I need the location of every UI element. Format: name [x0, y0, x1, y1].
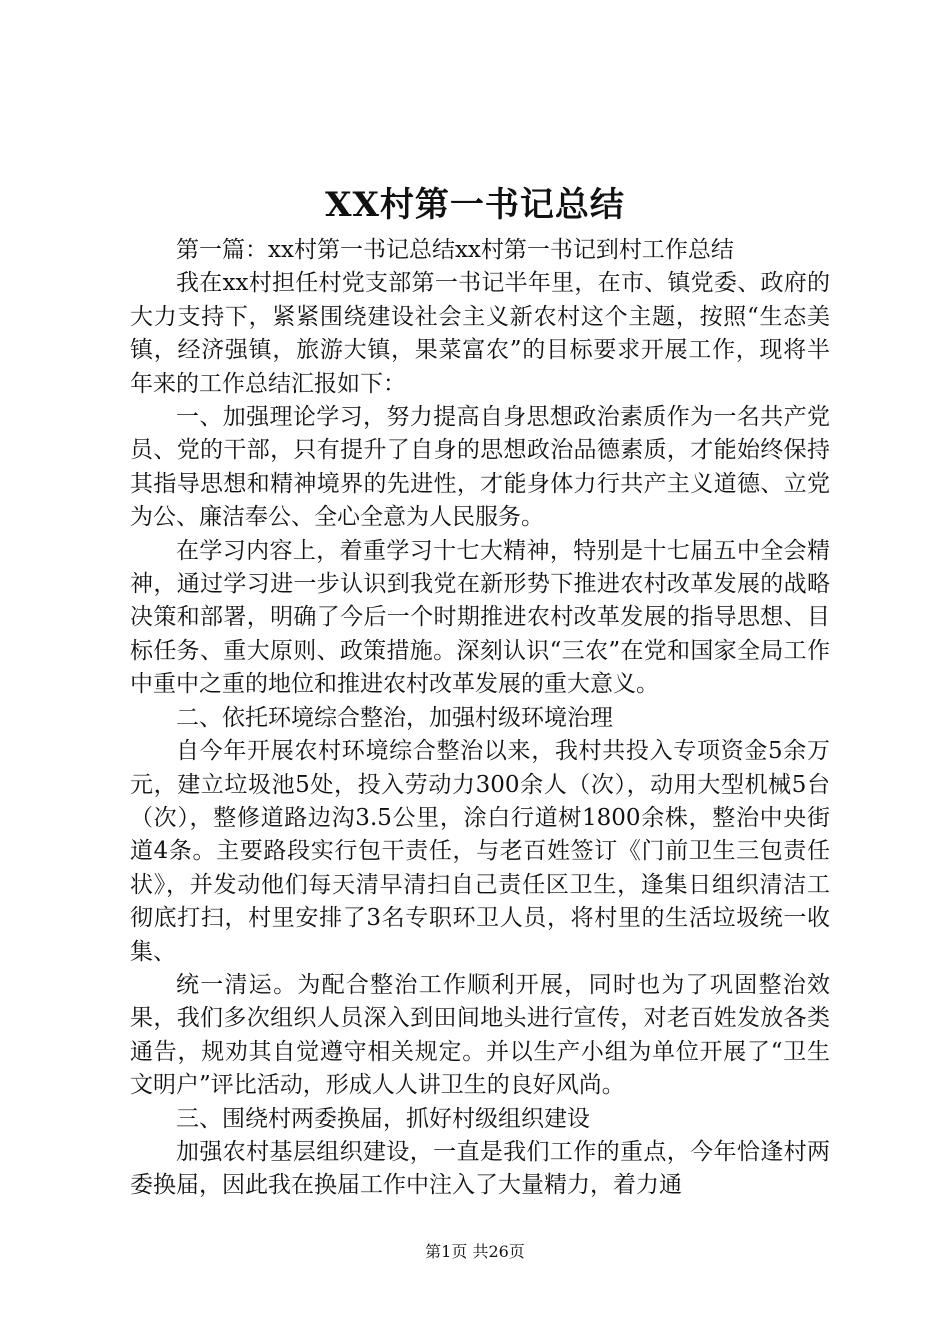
paragraph-organization: 加强农村基层组织建设，一直是我们工作的重点，今年恰逢村两委换届，因此我在换届工作中注入了大量精力，着力通	[130, 1138, 830, 1199]
section-heading-3: 三、围绕村两委换届，抓好村级组织建设	[176, 1105, 590, 1132]
paragraph-intro: 我在xx村担任村党支部第一书记半年里，在市、镇党委、政府的大力支持下，紧紧围绕建设社会主义新农村这个主题，按照“生态美镇，经济强镇，旅游大镇，果菜富农”的目标要求开展工作，现将半年来的工作总结汇报如下：	[130, 270, 830, 397]
paragraph-study-content: 在学习内容上，着重学习十七大精神，特别是十七届五中全会精神，通过学习进一步认识到我党在新形势下推进农村改革发展的战略决策和部署，明确了今后一个时期推进农村改革发展的指导思想、目标任务、重大原则、政策措施。深刻认识“三农”在党和国家全局工作中重中之重的地位和推进农村改革发展的重大意义。	[130, 537, 830, 698]
paragraph-section-1: 一、加强理论学习，努力提高自身思想政治素质作为一名共产党员、党的干部，只有提升了自身的思想政治品德素质，才能始终保持其指导思想和精神境界的先进性，才能身体力行共产主义道德、立党为公、廉洁奉公、全心全意为人民服务。	[130, 404, 830, 531]
paragraph-environment: 自今年开展农村环境综合整治以来，我村共投入专项资金5余万元，建立垃圾池5处，投入劳动力300余人（次），动用大型机械5台（次），整修道路边沟3.5公里，涂白行道树1800余株，整治中央街道4条。主要路段实行包干责任，与老百姓签订《门前卫生三包责任状》，并发动他们每天清早清扫自己责任区卫生，逢集日组织清洁工彻底打扫，村里安排了3名专职环卫人员，将村里的生活垃圾统一收集、	[130, 738, 830, 965]
document-title: XX村第一书记总结	[325, 185, 625, 225]
section-heading-2: 二、依托环境综合整治，加强村级环境治理	[176, 704, 613, 731]
paragraph-heading: 第一篇：xx村第一书记总结xx村第一书记到村工作总结	[176, 237, 734, 263]
page-number: 第1页 共26页	[425, 1242, 525, 1261]
paragraph-environment-cont: 统一清运。为配合整治工作顺利开展，同时也为了巩固整治效果，我们多次组织人员深入到田间地头进行宣传，对老百姓发放各类通告，规劝其自觉遵守相关规定。并以生产小组为单位开展了“卫生文明户”评比活动，形成人人讲卫生的良好风尚。	[130, 971, 830, 1099]
document-body	[130, 234, 830, 1203]
